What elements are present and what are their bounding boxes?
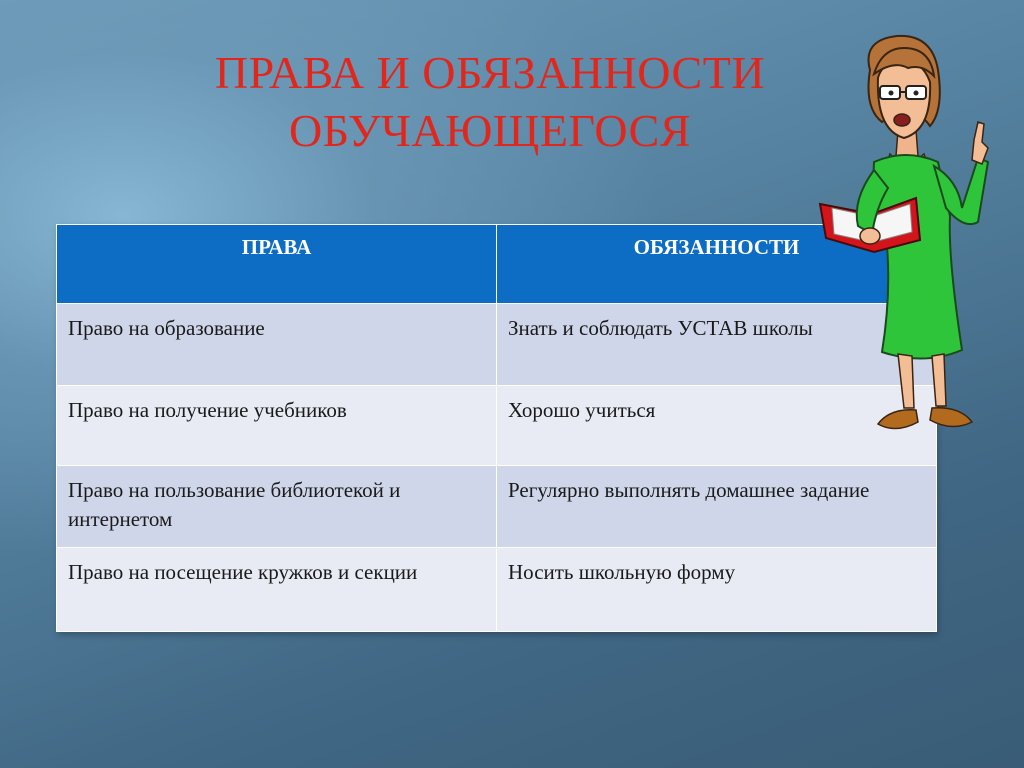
duty-cell: Знать и соблюдать УСТАВ школы	[497, 304, 937, 386]
rights-duties-table	[56, 224, 936, 632]
slide-title-line-2: ОБУЧАЮЩЕГОСЯ	[288, 105, 692, 156]
duty-cell: Носить школьную форму	[497, 548, 937, 632]
table-row	[57, 466, 937, 548]
table-header-row	[57, 225, 937, 304]
right-cell: Право на образование	[57, 304, 497, 386]
duty-cell: Регулярно выполнять домашнее задание	[497, 466, 937, 548]
slide-title-line-1: ПРАВА И ОБЯЗАННОСТИ	[214, 47, 766, 98]
table-row	[57, 386, 937, 466]
header-rights: ПРАВА	[57, 225, 497, 304]
slide-title	[150, 44, 830, 160]
teacher-with-book-icon	[812, 30, 992, 450]
right-cell: Право на посещение кружков и секции	[57, 548, 497, 632]
right-cell: Право на получение учебников	[57, 386, 497, 466]
header-duties: ОБЯЗАННОСТИ	[497, 225, 937, 304]
right-cell: Право на пользование библиотекой и интернетом	[57, 466, 497, 548]
table-row	[57, 304, 937, 386]
duty-cell: Хорошо учиться	[497, 386, 937, 466]
table-row	[57, 548, 937, 632]
